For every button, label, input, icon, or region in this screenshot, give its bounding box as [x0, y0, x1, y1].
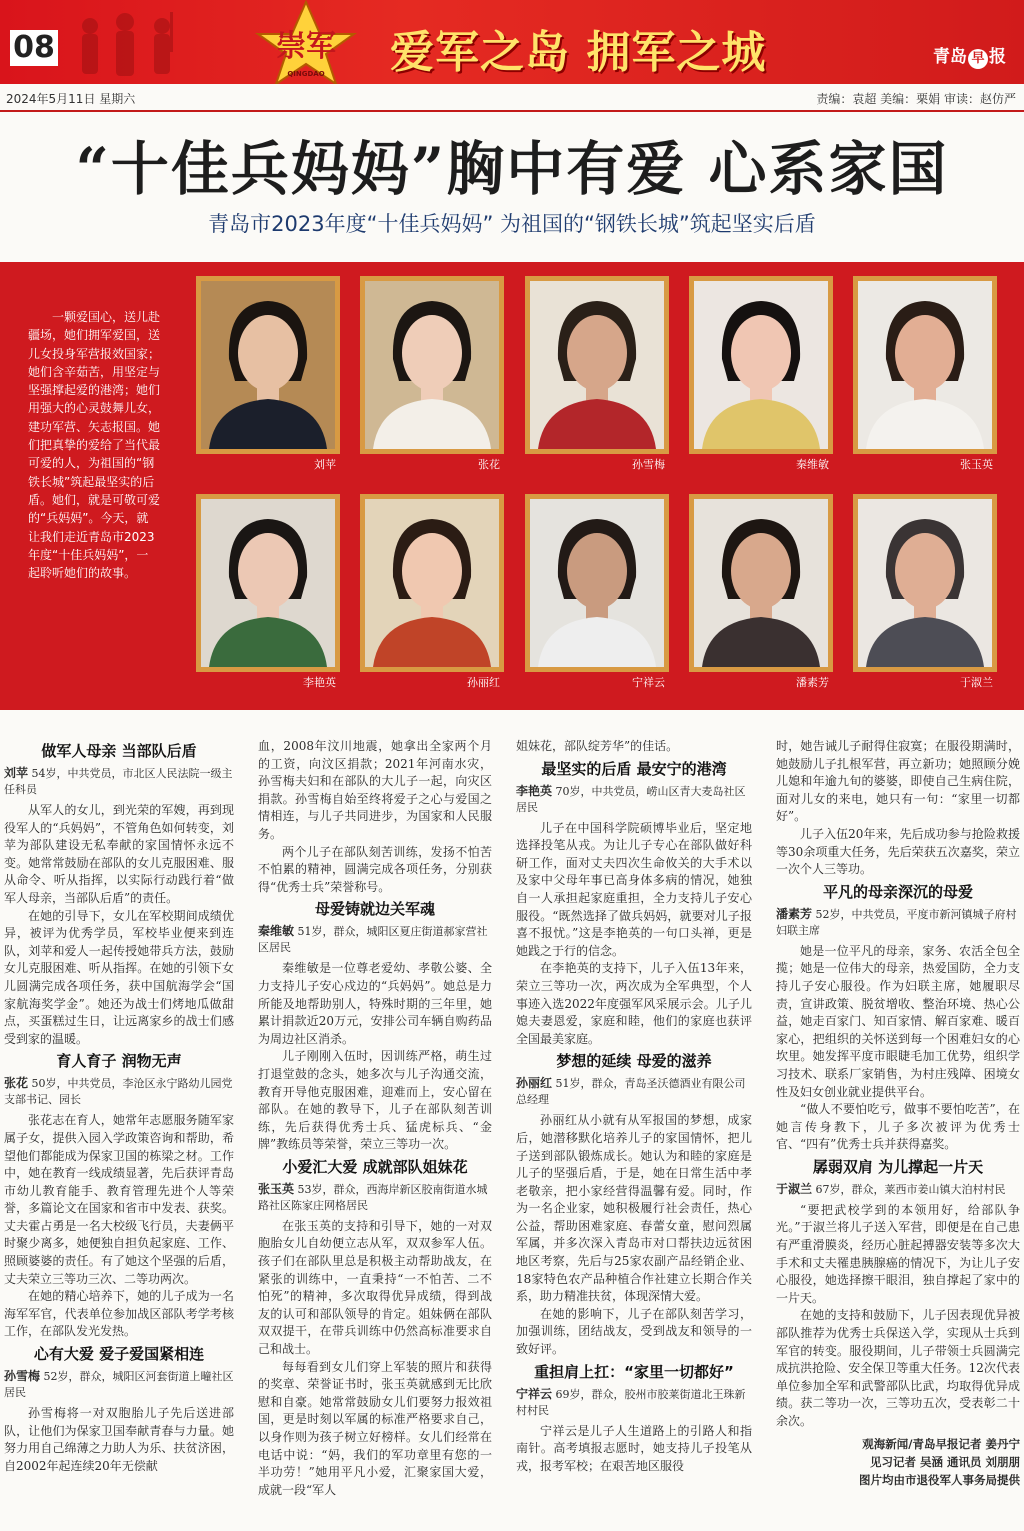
- article-paragraph: “要把武校学到的本领用好，给部队争光。”于淑兰将儿子送入军营，即便是在自己患有严重滑膜炎，经历心脏起搏器安装等多次大手术和丈夫罹患胰腺癌的情况下，为让儿子安心服役，她选择擦干眼泪，独自撑起了家中的一片天。: [776, 1202, 1020, 1305]
- section-heading: 梦想的延续 母爱的滋养: [556, 1052, 712, 1071]
- portrait-name: 张花: [478, 458, 500, 471]
- article-column-2: [258, 738, 492, 1499]
- article-paragraph: 在她的支持和鼓励下，儿子因表现优异被部队推荐为优秀士兵保送入学，实现从士兵到军官的转变。服役期间，儿子带领士兵圆满完成抗洪抢险、安全保卫等重大任务。12次代表单位参加全军和武警部队比武，均取得优异成绩。获二等功一次，三等功五次，受表彰二十余次。: [776, 1308, 1020, 1428]
- page-banner: [0, 0, 1024, 84]
- profile-info: 50岁，中共党员，李沧区永宁路幼儿园党支部书记、园长: [4, 1077, 233, 1107]
- article-paragraph: 秦维敏是一位尊老爱幼、孝敬公婆、全力支持儿子安心戍边的“兵妈妈”。她总是力所能及地帮助别人，特殊时期的三年里，她累计捐款近20万元，安排公司车辆自购药品为周边社区消杀。: [258, 961, 492, 1046]
- section-heading: 平凡的母亲深沉的母爱: [822, 882, 973, 901]
- dateline: [0, 88, 1024, 110]
- profile-name: 刘苹: [4, 766, 29, 780]
- portrait-card: [196, 494, 340, 690]
- portrait-photo: [858, 499, 992, 667]
- article-column-4: [776, 738, 1020, 1489]
- soldier-silhouettes-icon: [70, 8, 200, 78]
- profile-name: 张花: [4, 1076, 29, 1091]
- profile-info: 52岁，群众，城阳区河套街道上疃社区居民: [4, 1370, 234, 1400]
- profile-name: 潘素芳: [776, 906, 813, 921]
- portrait-card: [689, 494, 833, 690]
- profile-name: 秦维敏: [258, 924, 295, 939]
- portrait-card: [196, 276, 340, 472]
- portrait-photo: [694, 499, 828, 667]
- article-paragraph: “做人不要怕吃亏，做事不要怕吃苦”，在她言传身教下，儿子多次被评为优秀士官、“四有”优秀士兵并获得嘉奖。: [776, 1102, 1020, 1152]
- article-paragraph: 在她的精心培养下，她的儿子成为一名海军军官，代表单位参加战区部队考学考核工作，在部队发光发热。: [4, 1289, 234, 1339]
- article-paragraph: 从军人的女儿，到光荣的军嫂，再到现役军人的“兵妈妈”，不管角色如何转变，刘苹为部队建设无私奉献的家国情怀永远不变。她常常鼓励在部队的女儿克服困难、服从命令、听从指挥，以实际行动践行着“做军人母亲，当部队后盾”的责任。: [4, 803, 234, 905]
- newspaper-name-right: 报: [989, 47, 1006, 67]
- page-number: 08: [10, 30, 58, 66]
- profile-byline: [776, 1181, 1020, 1198]
- top-divider: [0, 110, 1024, 112]
- portrait-card: [689, 276, 833, 472]
- portrait-photo: [365, 499, 499, 667]
- banner-slogan: 爱军之岛 拥军之城: [390, 27, 767, 78]
- page-subtitle: 青岛市2023年度“十佳兵妈妈” 为祖国的“钢铁长城”筑起坚实后盾: [208, 212, 816, 236]
- article-paragraph: 姐妹花，部队绽芳华”的佳话。: [516, 739, 679, 753]
- article-paragraph: 在张玉英的支持和引导下，她的一对双胞胎女儿自幼便立志从军，双双参军人伍。孩子们在部队里总是积极主动帮助战友，在紧张的训练中，一直秉持“一不怕苦、二不怕死”的精神，多次取得优异成绩，得到战友的认可和部队领导的肯定。姐妹俩在部队双双提干，在带兵训练中仍然高标准要求自己和战士。: [258, 1218, 492, 1357]
- portrait-name: 潘素芳: [796, 676, 829, 689]
- article-paragraph: 血，2008年汶川地震，她拿出全家两个月的工资，向汶区捐款；2021年河南水灾，孙雪梅夫妇和在部队的大儿子一起，向灾区捐款。孙雪梅自始至终将爱子之心与爱国之情相连，与儿子共同进步，为国家和人民服务。: [258, 739, 492, 841]
- profile-name: 孙雪梅: [4, 1369, 41, 1384]
- article-paragraph: 时，她告诫儿子耐得住寂寞；在服役期满时，她鼓励儿子扎根军营，再立新功；她照顾分娩儿媳和年逾九旬的婆婆，即使自己生病住院，面对儿女的来电，她只有一句：“家里一切都好”。: [776, 739, 1020, 824]
- article-paragraph: 宁祥云是儿子人生道路上的引路人和指南针。高考填报志愿时，她支持儿子投笔从戎，报考军校；在艰苦地区服役: [516, 1423, 752, 1473]
- article-paragraph: 在她的引导下，女儿在军校期间成绩优异，被评为优秀学员，军校毕业便来到连队，刘苹和爱人一起传授她带兵方法，鼓励女儿克服困难、听从指挥。在她的引领下女儿圆满完成各项任务，获中国航海学会“国家航海奖学金”。她还为战士们烤地瓜做甜点，买蛋糕过生日，让远离家乡的战士们感受到家的温暖。: [4, 908, 234, 1046]
- newspaper-name-left: 青岛: [933, 47, 967, 67]
- profile-info: 67岁，群众，莱西市姜山镇大泊村村民: [812, 1182, 1006, 1196]
- portrait-card: [360, 276, 504, 472]
- article-paragraph: 儿子在中国科学院硕博毕业后，坚定地选择投笔从戎。为让儿子专心在部队做好科研工作，面对丈夫四次生命攸关的大手术以及家中父母年事已高身体多病的情况，她独自一人承担起家庭重担，全力支持儿子安心服役。“既然选择了做兵妈妈，就要对儿子报喜不报忧。”这是李艳英的一句口头禅，更是她践之于行的信念。: [516, 820, 752, 958]
- profile-byline: [516, 1386, 752, 1419]
- section-heading: 心有大爱 爱子爱国紧相连: [33, 1345, 205, 1364]
- portrait-photo: [365, 281, 499, 449]
- profile-byline: [776, 906, 1020, 939]
- page-title: “十佳兵妈妈”胸中有爱 心系家国: [75, 135, 949, 203]
- profile-info: 53岁，群众，西海岸新区胶南街道水城路社区陈家庄网格居民: [258, 1182, 488, 1212]
- article-paragraph: 在李艳英的支持下，儿子入伍13年来，荣立三等功一次，两次成为全军典型，个人事迹入选2022年度强军风采展示会。儿子儿媳夫妻恩爱，家庭和睦，他们的家庭也获评全国最美家庭。: [516, 961, 752, 1046]
- profile-info: 70岁，中共党员，崂山区青大麦岛社区居民: [516, 784, 746, 814]
- profile-info: 52岁，中共党员，平度市新河镇城子府村妇联主席: [776, 907, 1017, 937]
- article-paragraph: 两个儿子在部队刻苦训练，发扬不怕苦不怕累的精神，圆满完成各项任务，分别获得“优秀士兵”荣誉称号。: [258, 844, 492, 894]
- portrait-name: 张玉英: [960, 458, 993, 471]
- section-heading: 孱弱双肩 为儿撑起一片天: [812, 1157, 984, 1176]
- article-paragraph: 孙丽红从小就有从军报国的梦想，成家后，她潜移默化培养儿子的家国情怀，把儿子送到部队锻炼成长。她认为和睦的家庭是儿子的坚强后盾，于是，她在日常生活中孝老敬亲，把小家经营得温馨有爱。同时，作为一名企业家，她积极履行社会责任，热心公益，帮助困难家庭、春蕾女童，慰问烈属军属，并多次深入青岛市对口帮扶边远贫困地区考察，先后与25家农副产品经销企业、18家特色农产品种植合作社建立长期合作关系，助力精准扶贫，体现深情大爱。: [516, 1113, 752, 1304]
- section-heading: 小爱汇大爱 成就部队姐妹花: [282, 1157, 468, 1176]
- editor-credits: 责编：袁超 美编：栗娟 审读：赵仿严: [816, 92, 1016, 106]
- article-paragraph: 她是一位平凡的母亲，家务、农活全包全揽；她是一位伟大的母亲，热爱国防，全力支持儿子安心服役。作为妇联主席，她履职尽责，宣讲政策、脱贫增收、整治环境、热心公益，她走百家门、知百家情、解百家难、暖百家心，把组织的关怀送到每一个困难妇女的心坎里。她发挥平度市眼睫毛加工优势，组织学习技术、联系厂家销售，为村庄残障、困境女性及妇女创业就业提供平台。: [776, 943, 1020, 1099]
- chongjun-star-logo: [236, 0, 376, 84]
- article-paragraph: 儿子入伍20年来，先后成功参与抢险救援等30余项重大任务，先后荣获五次嘉奖，荣立一次个人三等功。: [776, 826, 1020, 877]
- profile-byline: [4, 765, 234, 798]
- section-heading: 育人育子 润物无声: [56, 1052, 182, 1071]
- article-paragraph: 在她的影响下，儿子在部队刻苦学习，加强训练，团结战友，受到战友和领导的一致好评。: [516, 1306, 752, 1357]
- article-paragraph: 每每看到女儿们穿上军装的照片和获得的奖章、荣誉证书时，张玉英就感到无比欣慰和自豪。她常常鼓励女儿们要努力报效祖国，更是时刻以军属的标准严格要求自己，以身作则为孩子树立好榜样。女儿们经常在电话中说：“妈，我们的军功章里有您的一半功劳！”她用平凡小爱，汇聚家国大爱，成就一段“军人: [258, 1359, 492, 1497]
- profile-byline: [516, 1075, 752, 1108]
- logo-subtext: QINGDAO: [287, 70, 325, 78]
- profile-byline: [258, 923, 492, 956]
- profile-byline: [4, 1368, 234, 1401]
- article-paragraph: 儿子刚刚入伍时，因训练严格，萌生过打退堂鼓的念头，她多次与儿子沟通交流，教育开导他克服困难，迎难而上，安心留在部队。在她的教导下，儿子在部队刻苦训练，先后获得优秀士兵、猛虎标兵、“金牌”教练员等荣誉，荣立三等功一次。: [258, 1049, 492, 1152]
- article-column-3: [516, 738, 752, 1475]
- profile-info: 69岁，群众，胶州市胶莱街道北王珠新村村民: [516, 1387, 746, 1417]
- profile-byline: [258, 1181, 492, 1214]
- profile-name: 李艳英: [516, 783, 553, 798]
- portrait-name: 孙雪梅: [632, 458, 665, 471]
- portrait-name: 李艳英: [303, 676, 336, 689]
- profile-info: 51岁，群众，城阳区夏庄街道郝家营社区居民: [258, 925, 488, 955]
- profile-name: 于淑兰: [776, 1181, 813, 1196]
- profile-byline: [516, 783, 752, 816]
- portrait-name: 秦维敏: [796, 458, 829, 471]
- credit-line: 图片均由市退役军人事务局提供: [859, 1472, 1020, 1487]
- credit-line: 观海新闻/青岛早报记者 姜丹宁: [862, 1436, 1020, 1451]
- portrait-card: [853, 494, 997, 690]
- article-credits: [776, 1435, 1020, 1489]
- portrait-card: [525, 494, 669, 690]
- portrait-card: [360, 494, 504, 690]
- newspaper-name-badge: 早: [968, 49, 988, 69]
- section-heading: 重担肩上扛：“家里一切都好”: [534, 1362, 734, 1381]
- profile-info: 54岁，中共党员，市北区人民法院一级主任科员: [4, 767, 233, 796]
- portrait-photo: [201, 499, 335, 667]
- logo-text: 崇军: [276, 29, 336, 64]
- profile-name: 宁祥云: [516, 1386, 553, 1401]
- portrait-photo: [694, 281, 828, 449]
- profile-info: 51岁，群众，青岛圣沃德酒业有限公司总经理: [516, 1077, 746, 1107]
- newspaper-logo: [933, 42, 1006, 69]
- credit-line: 见习记者 吴涵 通讯员 刘朋朋: [869, 1454, 1020, 1469]
- portrait-photo: [530, 281, 664, 449]
- profile-name: 张玉英: [258, 1181, 295, 1196]
- portrait-name: 孙丽红: [467, 676, 500, 689]
- profile-name: 孙丽红: [516, 1076, 553, 1091]
- intro-text: 一颗爱国心，送儿赴疆场，她们拥军爱国，送儿女投身军营报效国家；她们含辛茹苦，用坚定与坚强撑起爱的港湾；她们用强大的心灵鼓舞儿女，建功军营、矢志报国。她们把真挚的爱给了当代最可爱的人，为祖国的“钢铁长城”筑起最坚实的后盾。她们，就是可敬可爱的“兵妈妈”。今天，就让我们走近青岛市2023年度“十佳兵妈妈”，一起聆听她们的故事。: [28, 310, 161, 581]
- section-heading: 母爱铸就边关军魂: [314, 900, 435, 919]
- portrait-name: 于淑兰: [960, 676, 993, 689]
- portrait-photo: [858, 281, 992, 449]
- issue-date: 2024年5月11日 星期六: [6, 92, 136, 106]
- section-heading: 最坚实的后盾 最安宁的港湾: [541, 759, 727, 778]
- portrait-photo: [530, 499, 664, 667]
- portrait-panel: [0, 262, 1024, 710]
- article-paragraph: 孙雪梅将一对双胞胎儿子先后送进部队，让他们为保家卫国奉献青春与力量。她努力用自己绵薄之力助人为乐、扶贫济困，自2002年起连续20年无偿献: [4, 1406, 234, 1473]
- section-heading: 做军人母亲 当部队后盾: [41, 742, 197, 760]
- portrait-name: 宁祥云: [632, 676, 665, 689]
- portrait-photo: [201, 281, 335, 449]
- profile-byline: [4, 1075, 234, 1108]
- portrait-card: [525, 276, 669, 472]
- portrait-name: 刘苹: [314, 458, 336, 471]
- portrait-card: [853, 276, 997, 472]
- article-paragraph: 张花志在育人，她常年志愿服务随军家属子女，提供入园入学政策咨询和帮助，希望他们都能成为保家卫国的栋梁之材。工作中，她在教育一线成绩显著，先后获评青岛市幼儿教育能手、教育管理先进个人等荣誉，多篇论文在国家和省市中发表、获奖。丈夫霍占勇是一名大校级飞行员，夫妻俩平时聚少离多，她便独自担负起家庭、工作、照顾婆婆的责任。有了她这个坚强的后盾，丈夫荣立三等功三次、二等功两次。: [4, 1113, 234, 1286]
- article-column-1: [4, 738, 234, 1475]
